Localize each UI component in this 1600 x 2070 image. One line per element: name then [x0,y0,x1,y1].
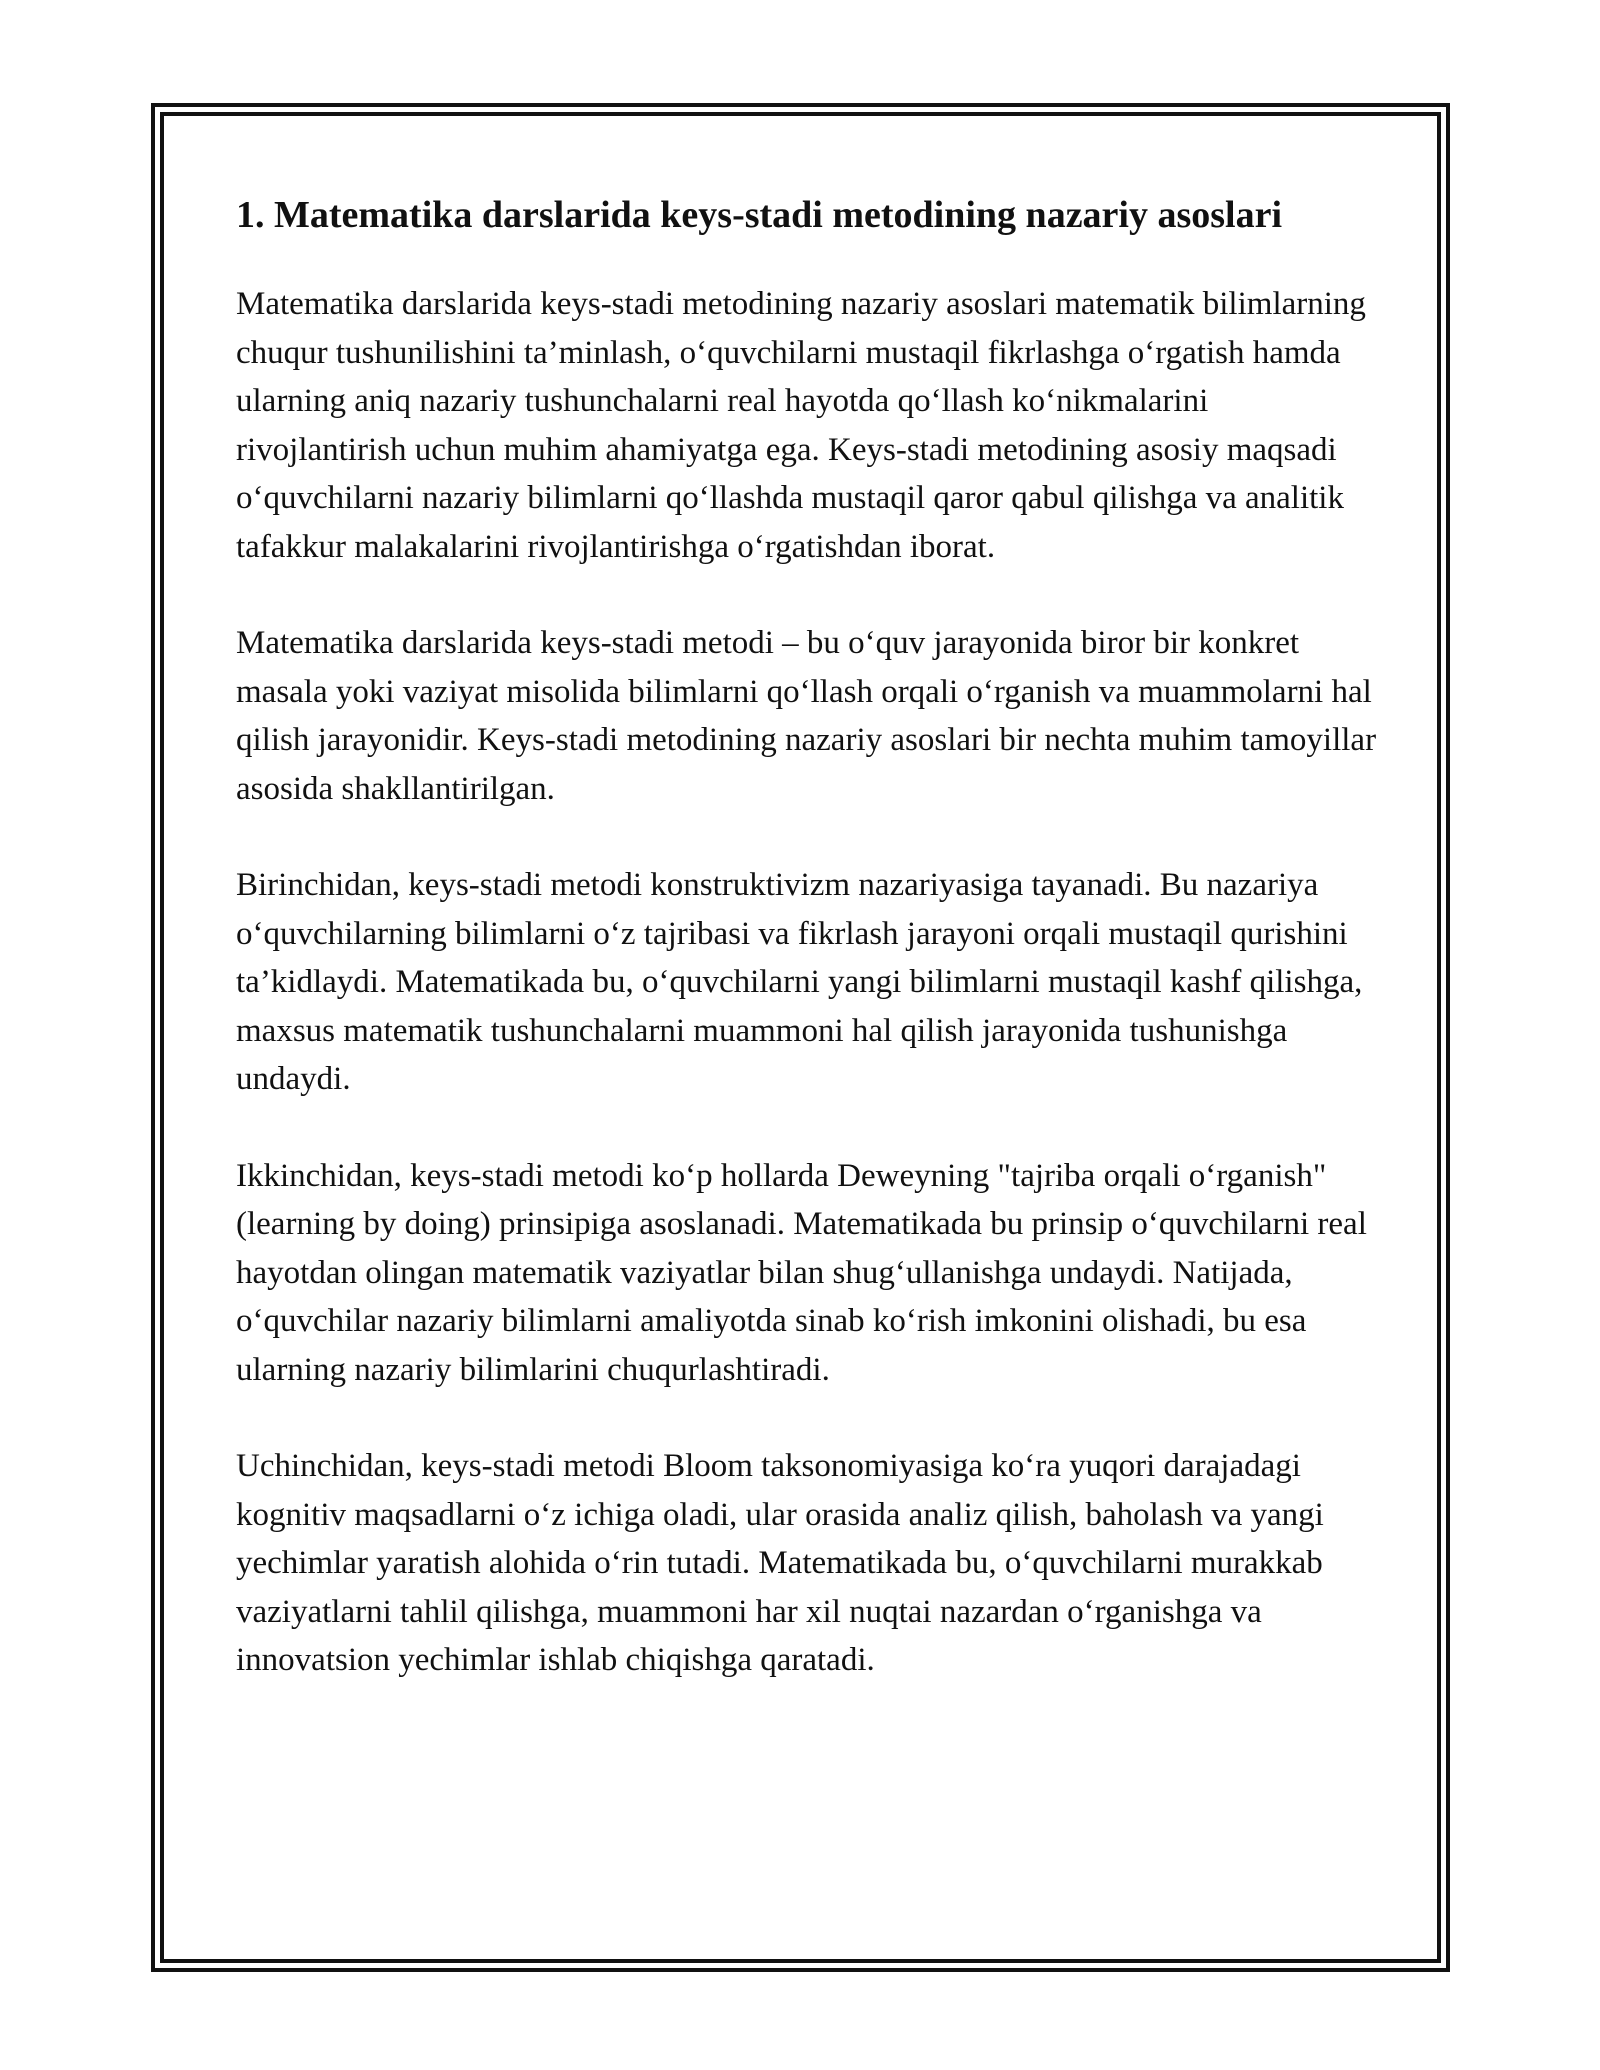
document-body [236,188,1386,1733]
section-heading: 1. Matematika darslarida keys-stadi metodining nazariy asoslari [236,194,1283,236]
paragraph-intro: Matematika darslarida keys-stadi metodining nazariy asoslari matematik bilimlarning chuqur tushunilishini ta’minlash, o‘quvchilarni mustaqil fikrlashga o‘rgatish hamda ularning aniq nazariy tushunchalarni real hayotda qo‘llash ko‘nikmalarini rivojlantirish uchun muhim ahamiyatga ega. Keys-stadi metodining asosiy maqsadi o‘quvchilarni nazariy bilimlarni qo‘llashda mustaqil qaror qabul qilishga va analitik tafakkur malakalarini rivojlantirishga o‘rgatishdan iborat. [236,286,1366,565]
paragraph-third-principle: Uchinchidan, keys-stadi metodi Bloom taksonomiyasiga ko‘ra yuqori darajadagi kognitiv maqsadlarni o‘z ichiga oladi, ular orasida analiz qilish, baholash va yangi yechimlar yaratish alohida o‘rin tutadi. Matematikada bu, o‘quvchilarni murakkab vaziyatlarni tahlil qilishga, muammoni har xil nuqtai nazardan o‘rganishga va innovatsion yechimlar ishlab chiqishga qaratadi. [236,1448,1324,1678]
paragraph-first-principle: Birinchidan, keys-stadi metodi konstruktivizm nazariyasiga tayanadi. Bu nazariya o‘quvchilarning bilimlarni o‘z tajribasi va fikrlash jarayoni orqali mustaqil qurishini ta’kidlaydi. Matematikada bu, o‘quvchilarni yangi bilimlarni mustaqil kashf qilishga, maxsus matematik tushunchalarni muammoni hal qilish jarayonida tushunishga undaydi. [236,867,1363,1097]
paragraph-definition: Matematika darslarida keys-stadi metodi – bu o‘quv jarayonida biror bir konkret masala yoki vaziyat misolida bilimlarni qo‘llash orqali o‘rganish va muammolarni hal qilish jarayonidir. Keys-stadi metodining nazariy asoslari bir nechta muhim tamoyillar asosida shakllantirilgan. [236,625,1377,807]
paragraph-second-principle: Ikkinchidan, keys-stadi metodi ko‘p hollarda Deweyning "tajriba orqali o‘rganish" (learning by doing) prinsipiga asoslanadi. Matematikada bu prinsip o‘quvchilarni real hayotdan olingan matematik vaziyatlar bilan shug‘ullanishga undaydi. Natijada, o‘quvchilar nazariy bilimlarni amaliyotda sinab ko‘rish imkonini olishadi, bu esa ularning nazariy bilimlarini chuqurlashtiradi. [236,1157,1367,1388]
